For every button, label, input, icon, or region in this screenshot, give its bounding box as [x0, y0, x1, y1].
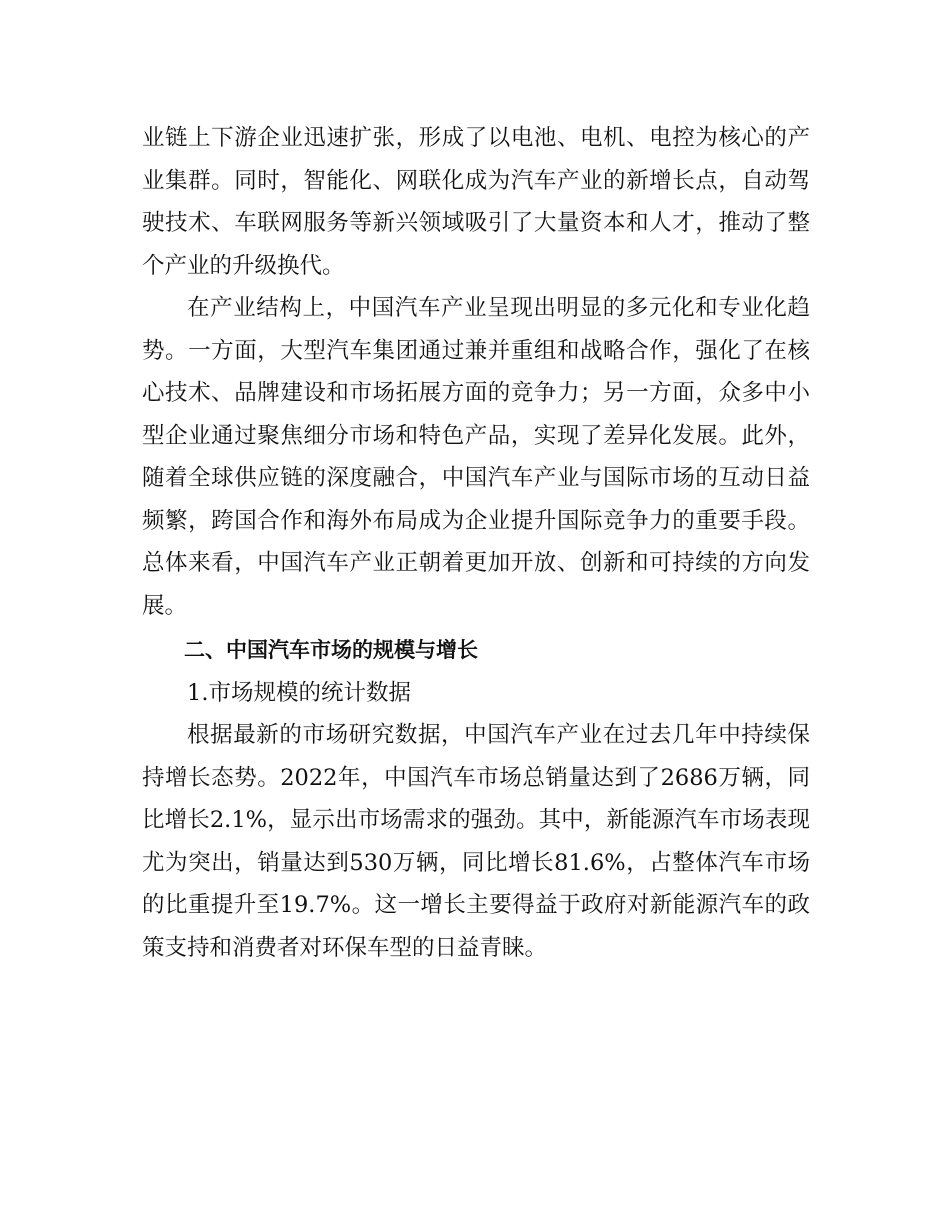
- document-body: [142, 117, 810, 969]
- subsection-heading: 1.市场规模的统计数据: [187, 679, 411, 706]
- paragraph-market-data: 根据最新的市场研究数据，中国汽车产业在过去几年中持续保持增长态势。2022年，中国汽车市场总销量达到了2686万辆，同比增长2.1%，显示出市场需求的强劲。其中，新能源汽车市场表现尤为突出，销量达到530万辆，同比增长81.6%，占整体汽车市场的比重提升至19.7%。这一增长主要得益于政府对新能源汽车的政策支持和消费者对环保车型的日益青睐。: [142, 722, 810, 961]
- paragraph-continuation: 业链上下游企业迅速扩张，形成了以电池、电机、电控为核心的产业集群。同时，智能化、网联化成为汽车产业的新增长点，自动驾驶技术、车联网服务等新兴领域吸引了大量资本和人才，推动了整个产业的升级换代。: [142, 125, 810, 279]
- paragraph-industry-structure: 在产业结构上，中国汽车产业呈现出明显的多元化和专业化趋势。一方面，大型汽车集团通过兼并重组和战略合作，强化了在核心技术、品牌建设和市场拓展方面的竞争力；另一方面，众多中小型企业通过聚焦细分市场和特色产品，实现了差异化发展。此外，随着全球供应链的深度融合，中国汽车产业与国际市场的互动日益频繁，跨国合作和海外布局成为企业提升国际竞争力的重要手段。总体来看，中国汽车产业正朝着更加开放、创新和可持续的方向发展。: [142, 295, 810, 619]
- section-heading: 二、中国汽车市场的规模与增长: [184, 638, 478, 662]
